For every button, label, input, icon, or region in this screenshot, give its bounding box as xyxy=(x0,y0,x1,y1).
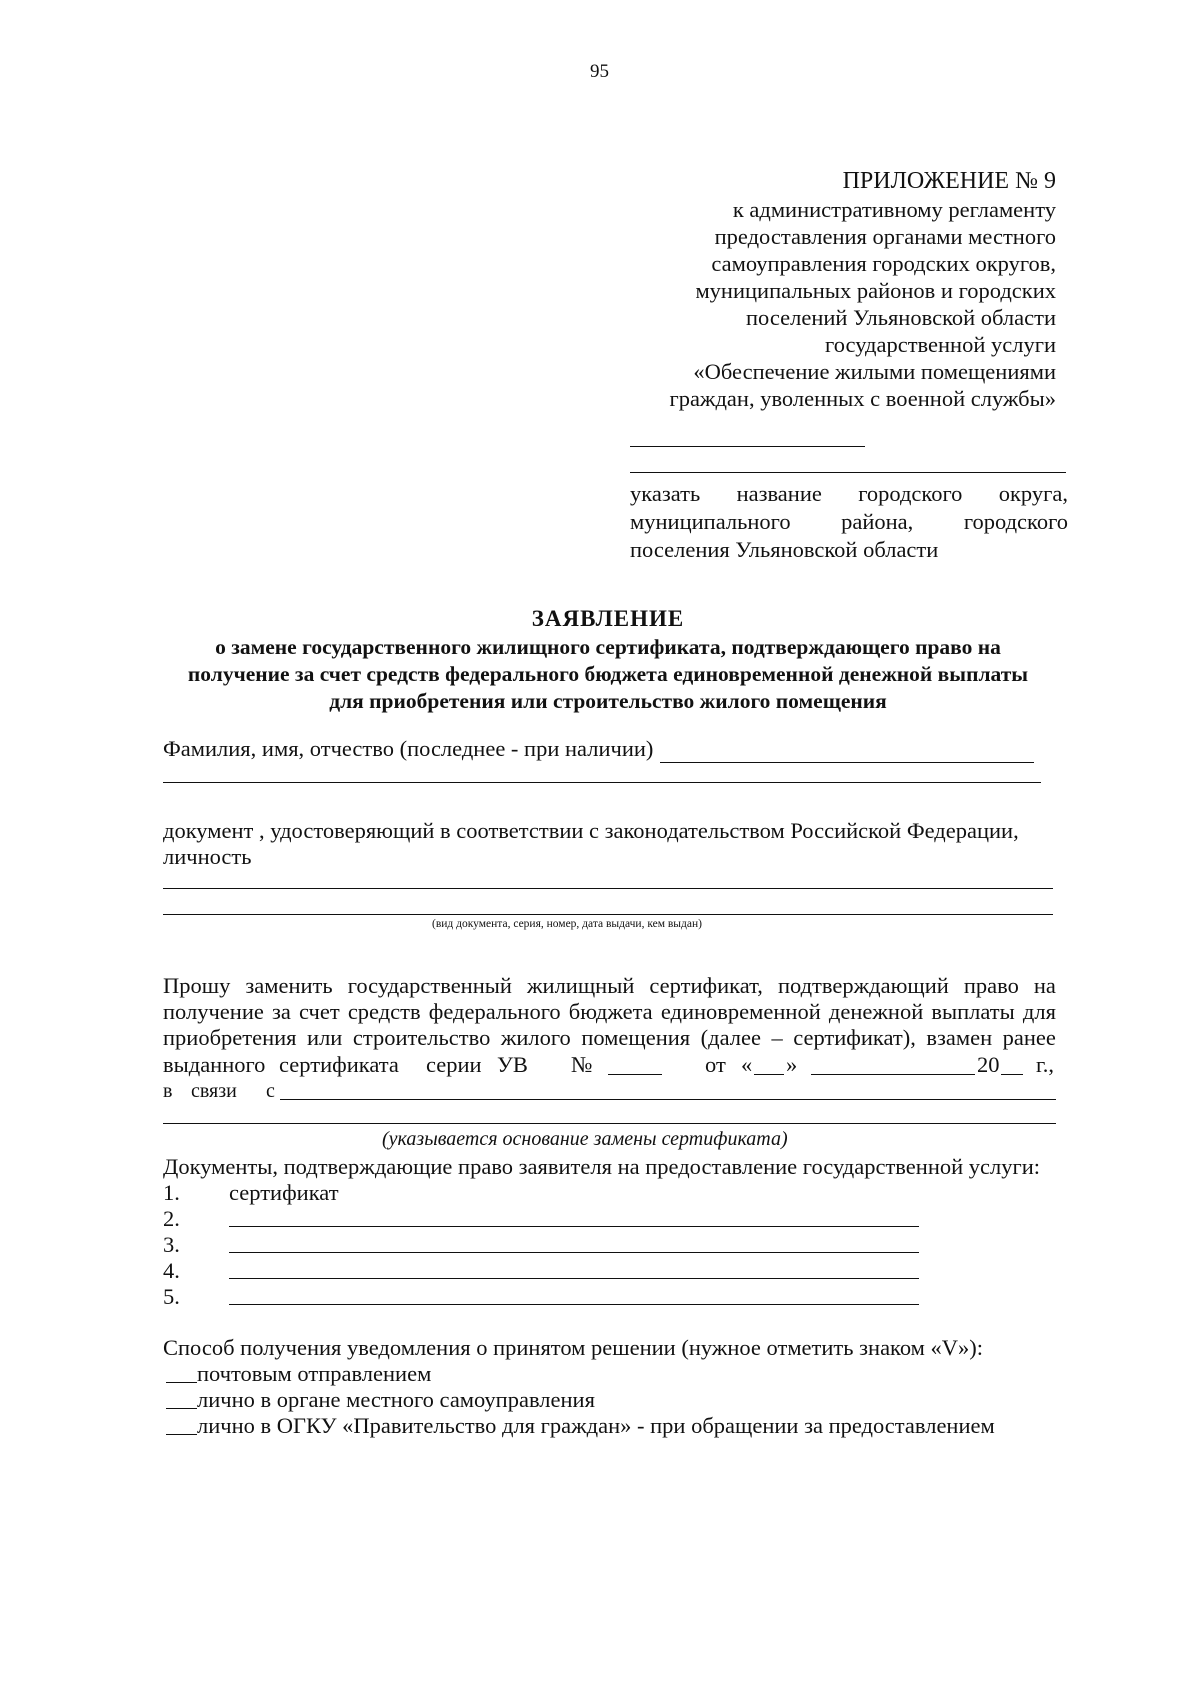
request-line xyxy=(163,972,1056,1000)
fio-field[interactable] xyxy=(660,762,1034,763)
word: бюджета xyxy=(568,999,653,1024)
word: денежной xyxy=(828,999,924,1024)
hint-word: округа, xyxy=(998,481,1068,506)
request-line xyxy=(163,1024,1056,1052)
reason-caption: (указывается основание замены сертификата) xyxy=(382,1128,788,1150)
word: строительство xyxy=(352,1025,491,1050)
option-mark-field[interactable] xyxy=(166,1382,197,1383)
appendix-title: ПРИЛОЖЕНИЕ № 9 xyxy=(842,168,1056,194)
doc-label-personality: личность xyxy=(163,844,252,869)
addressee-blank-short[interactable] xyxy=(630,446,865,447)
word: сертификат), xyxy=(793,1025,916,1050)
reason-word: в xyxy=(163,1080,173,1102)
appendix-line: к административному регламенту xyxy=(732,197,1056,222)
doc-field-line1[interactable] xyxy=(163,888,1053,889)
hint-word: городского xyxy=(963,509,1068,534)
doc-item-number: 5. xyxy=(163,1284,180,1309)
notification-option: лично в органе местного самоуправления xyxy=(197,1387,595,1412)
appendix-block xyxy=(600,166,1056,412)
doc-label: документ , удостоверяющий в соответствии с законодательством Российской Федерации, xyxy=(163,818,1019,843)
reason-field[interactable] xyxy=(280,1099,1056,1100)
reason-field-line2[interactable] xyxy=(163,1123,1056,1124)
doc-item-number: 4. xyxy=(163,1258,180,1283)
series-value: УВ xyxy=(497,1052,528,1077)
series-label: серии xyxy=(426,1052,482,1077)
number-sign: № xyxy=(571,1052,593,1077)
doc-field-caption: (вид документа, серия, номер, дата выдачи, кем выдан) xyxy=(432,918,702,930)
hint-word: района, xyxy=(841,509,914,534)
word: государственный xyxy=(347,973,512,998)
option-mark-field[interactable] xyxy=(166,1408,197,1409)
hint-word: указать xyxy=(630,481,701,506)
doc-item-field[interactable] xyxy=(229,1278,919,1279)
word: на xyxy=(1033,973,1056,998)
fio-label: Фамилия, имя, отчество (последнее - при наличии) xyxy=(163,736,654,761)
reason-word: с xyxy=(266,1080,275,1102)
word: заменить xyxy=(245,973,333,998)
word: (далее xyxy=(700,1025,761,1050)
appendix-line: государственной услуги xyxy=(825,332,1056,357)
word: – xyxy=(771,1025,783,1050)
request-line xyxy=(163,998,1056,1026)
hint-word: название xyxy=(736,481,822,506)
appendix-line: предоставления органами местного xyxy=(714,224,1056,249)
month-field[interactable] xyxy=(811,1074,975,1075)
subtitle-line: о замене государственного жилищного сертификата, подтверждающего право на xyxy=(215,635,1001,659)
doc-item-text: сертификат xyxy=(229,1180,339,1205)
appendix-line: «Обеспечение жилыми помещениями xyxy=(693,359,1056,384)
doc-item-field[interactable] xyxy=(229,1252,919,1253)
year-field[interactable] xyxy=(1001,1074,1023,1075)
word: единовременной xyxy=(660,999,821,1024)
documents-label: Документы, подтверждающие право заявителя на предоставление государственной услуги: xyxy=(163,1154,1041,1179)
subtitle-line: получение за счет средств федерального бюджета единовременной денежной выплаты xyxy=(187,662,1029,686)
doc-item-field[interactable] xyxy=(229,1226,919,1227)
word: счет xyxy=(299,999,340,1024)
option-mark-field[interactable] xyxy=(166,1434,197,1435)
word: жилищный xyxy=(526,973,635,998)
word: взамен xyxy=(926,1025,993,1050)
document-subtitle xyxy=(100,634,1116,715)
appendix-line: самоуправления городских округов, xyxy=(711,251,1056,276)
year-suffix: г., xyxy=(1036,1052,1054,1077)
word: для xyxy=(1022,999,1056,1024)
doc-item-number: 2. xyxy=(163,1206,180,1231)
word: или xyxy=(307,1025,343,1050)
hint-word: муниципального xyxy=(630,509,791,534)
word: подтверждающий xyxy=(777,973,949,998)
doc-field-line2[interactable] xyxy=(163,914,1053,915)
hint-line: поселения Ульяновской области xyxy=(630,537,939,562)
notification-option: лично в ОГКУ «Правительство для граждан» - при обращении за предоставлением xyxy=(197,1413,995,1438)
word: за xyxy=(271,999,291,1024)
hint-word: городского xyxy=(858,481,963,506)
page-number: 95 xyxy=(590,61,609,82)
doc-item-number: 1. xyxy=(163,1180,180,1205)
word: выплаты xyxy=(931,999,1015,1024)
addressee-blank-long[interactable] xyxy=(630,472,1066,473)
document-title: ЗАЯВЛЕНИЕ xyxy=(531,606,685,631)
appendix-line: поселений Ульяновской области xyxy=(746,305,1056,330)
subtitle-line: для приобретения или строительство жилого помещения xyxy=(329,689,887,713)
addressee-hint xyxy=(630,480,1068,564)
quote-open: « xyxy=(741,1052,753,1077)
word: право xyxy=(963,973,1019,998)
day-field[interactable] xyxy=(754,1074,784,1075)
word: Прошу xyxy=(163,973,231,998)
notification-label: Способ получения уведомления о принятом решении (нужное отметить знаком «V»): xyxy=(163,1335,984,1360)
reason-word: связи xyxy=(191,1080,237,1102)
word: сертификат, xyxy=(649,973,763,998)
notification-option: почтовым отправлением xyxy=(197,1361,432,1386)
word: помещения xyxy=(581,1025,691,1050)
quote-close: » xyxy=(786,1052,798,1077)
word: федерального xyxy=(428,999,561,1024)
word: получение xyxy=(163,999,264,1024)
number-field[interactable] xyxy=(608,1074,662,1075)
issued-label: выданного сертификата xyxy=(163,1052,399,1077)
appendix-line: муниципальных районов и городских xyxy=(695,278,1056,303)
doc-item-number: 3. xyxy=(163,1232,180,1257)
from-label: от xyxy=(705,1052,726,1077)
word: жилого xyxy=(500,1025,571,1050)
doc-item-field[interactable] xyxy=(229,1304,919,1305)
word: средств xyxy=(347,999,421,1024)
fio-field-line2[interactable] xyxy=(163,782,1041,783)
word: приобретения xyxy=(163,1025,297,1050)
word: ранее xyxy=(1002,1025,1056,1050)
year-prefix: 20 xyxy=(977,1052,1000,1077)
appendix-line: граждан, уволенных с военной службы» xyxy=(669,386,1056,411)
